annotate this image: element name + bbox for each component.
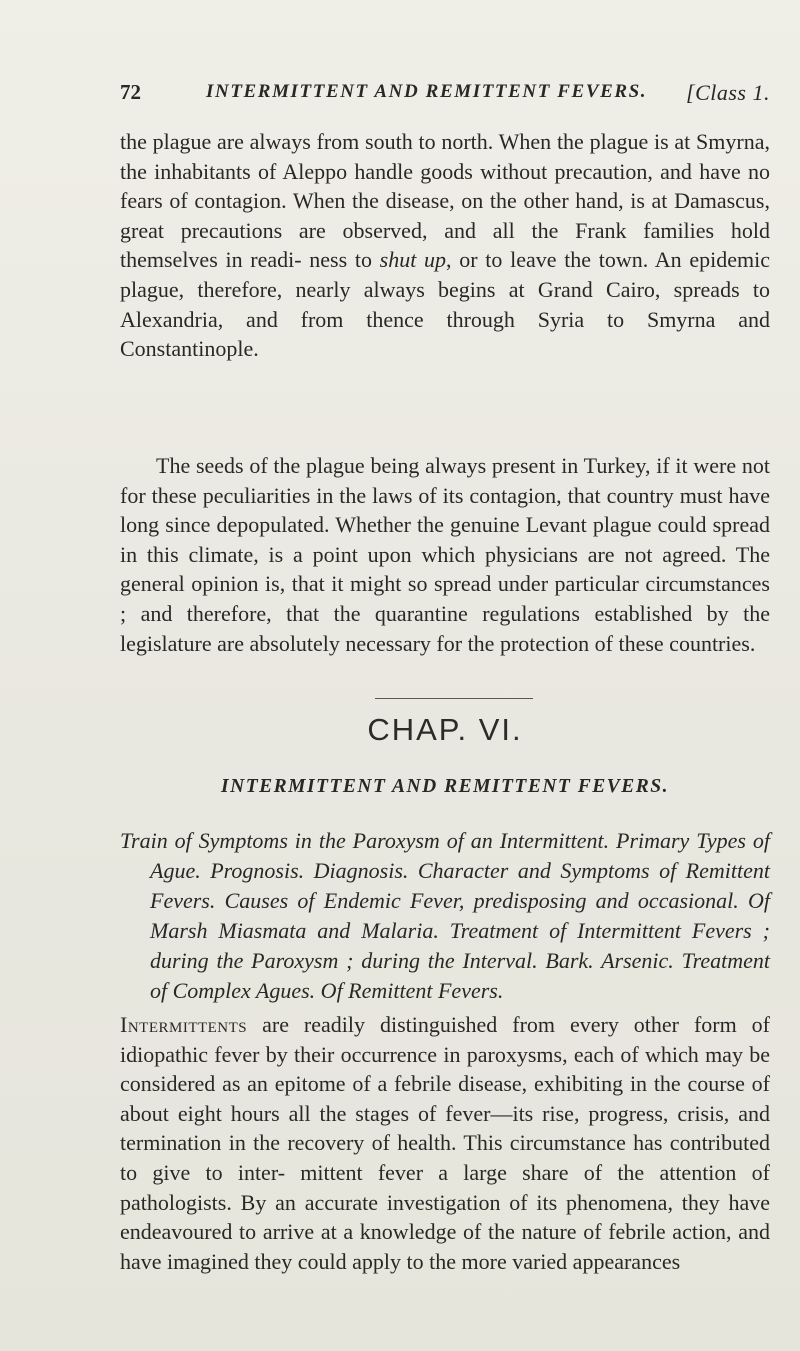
paragraph-plague-direction: [120, 127, 770, 364]
paragraph-1-italic-phrase: shut up: [379, 247, 447, 273]
page-number: 72: [120, 80, 141, 104]
section-divider: [375, 698, 533, 699]
paragraph-1-text-b: , or to leave the town. An epidemic plague, therefore, nearly always begins at Grand Cairo, spreads to Alexandria, and from thence through Syria to Smyrna and Constantinople.: [120, 247, 770, 362]
chapter-synopsis: Train of Symptoms in the Paroxysm of an Intermittent. Primary Types of Ague. Prognosis. Diagnosis. Character and Symptoms of Remittent Fevers. Causes of Endemic Fever, predisposing and occasional. Of Marsh Miasmata and Malaria. Treatment of Intermittent Fevers ; during the Paroxysm ; during the Interval. Bark. Arsenic. Treatment of Complex Agues. Of Remittent Fevers.: [120, 828, 770, 1003]
running-title: INTERMITTENT AND REMITTENT FEVERS.: [206, 81, 648, 102]
paragraph-intermittents: [120, 1010, 770, 1276]
paragraph-1-text-a: the plague are always from south to north. When the plague is at Smyrna, the inhabitants of Aleppo handle goods without precaution, and have no fears of contagion. When the disease, on the other hand, is at Damascus, great precautions are observed, and all the Frank families hold themselves in readi- ness to: [120, 129, 770, 273]
paragraph-3-text: are readily distinguished from every other form of idiopathic fever by their occurrence in paroxysms, each of which may be considered as an epitome of a febrile disease, exhibiting in the course of about eight hours all the stages of fever—its rise, progress, crisis, and termination in the recovery of health. This circumstance has contributed to give to inter- mittent fever a large share of the attention of pathologists. By an accurate investigation of its phenomena, they have endeavoured to arrive at a knowledge of the nature of febrile action, and have imagined they could apply to the more varied appearances: [120, 1012, 770, 1274]
class-label: [Class 1.: [686, 80, 770, 105]
running-head: [118, 80, 770, 110]
paragraph-plague-seeds: The seeds of the plague being always present in Turkey, if it were not for these peculiarities in the laws of its contagion, that country must have long since depopulated. Whether the genuine Levant plague could spread in this climate, is a point upon which physicians are not agreed. The general opinion is, that it might so spread under particular circumstances ; and therefore, that the quarantine regulations established by the legislature are absolutely necessary for the protection of these countries.: [120, 453, 770, 656]
paragraph-3-lead-word: Intermittents: [120, 1012, 248, 1037]
chapter-heading: CHAP. VI.: [367, 712, 523, 747]
chapter-title: INTERMITTENT AND REMITTENT FEVERS.: [221, 776, 669, 797]
